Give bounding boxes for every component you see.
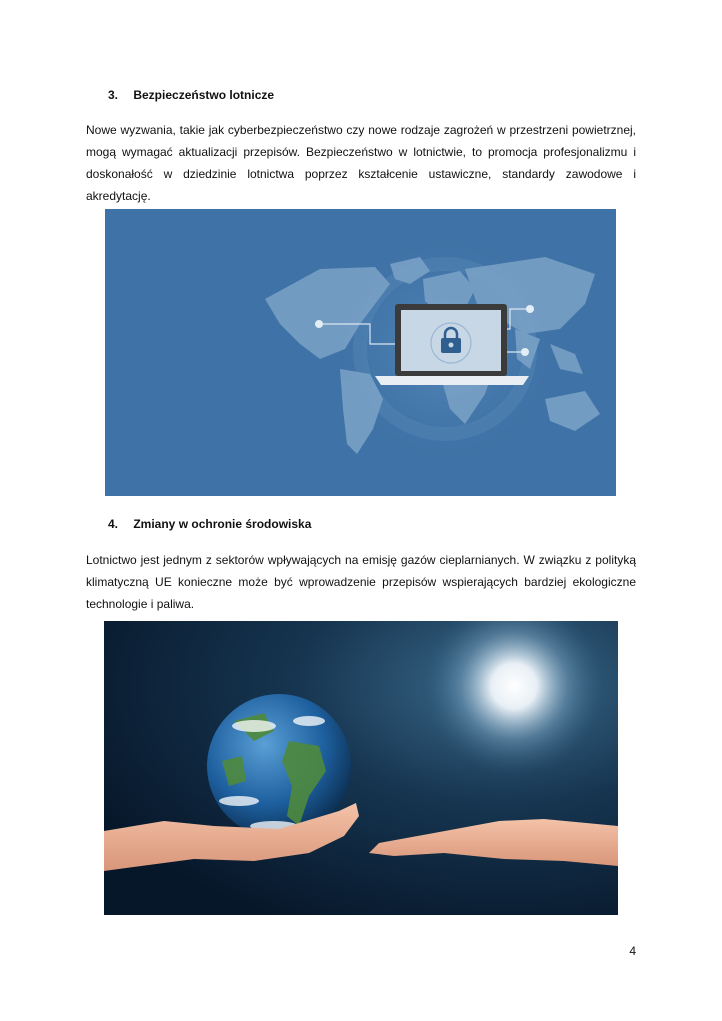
section-3-paragraph: Nowe wyzwania, takie jak cyberbezpieczeństwo czy nowe rodzaje zagrożeń w przestrzeni powietrznej, mogą wymagać aktualizacji przepisów. Bezpieczeństwo w lotnictwie, to promocja profesjonalizmu i doskonałość w dziedzinie lotnictwa poprzez kształcenie ustawiczne, standardy zawodowe i akredytację. <box>86 123 636 203</box>
section-4-title: Zmiany w ochronie środowiska <box>133 517 312 531</box>
section-3-title: Bezpieczeństwo lotnicze <box>133 88 275 102</box>
page-number: 4 <box>629 944 636 958</box>
earth-in-hands-image <box>104 621 618 915</box>
section-3-heading <box>108 88 274 102</box>
globe-in-hands-icon <box>104 621 618 915</box>
cybersecurity-image <box>105 209 616 496</box>
section-4-number: 4. <box>108 517 119 531</box>
padlock-laptop-icon <box>105 209 616 496</box>
section-4-paragraph: Lotnictwo jest jednym z sektorów wpływających na emisję gazów cieplarnianych. W związku z polityką klimatyczną UE konieczne może być wprowadzenie przepisów wspierających bardziej ekologiczne technologie i paliwa. <box>86 553 636 611</box>
section-4-heading <box>108 517 311 531</box>
section-3-number: 3. <box>108 88 119 102</box>
